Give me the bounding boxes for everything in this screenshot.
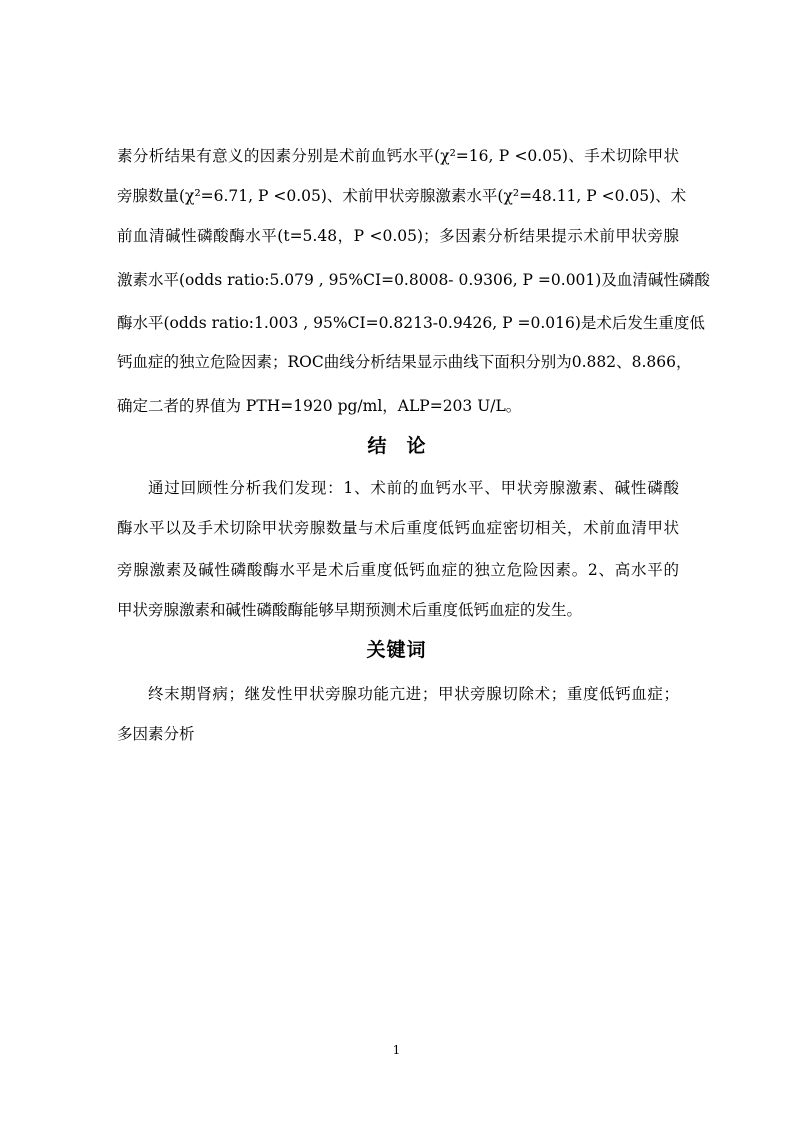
results-line-2: 旁腺数量(χ²=6.71, P <0.05)、术前甲状旁腺激素水平(χ²=48.11, P <0.05)、术 <box>117 187 687 205</box>
conclusion-line-3: 旁腺激素及碱性磷酸酶水平是术后重度低钙血症的独立危险因素。2、高水平的 <box>117 561 679 579</box>
conclusion-line-1: 通过回顾性分析我们发现：1、术前的血钙水平、甲状旁腺激素、碱性磷酸 <box>148 479 679 497</box>
keywords-line-2: 多因素分析 <box>117 725 195 743</box>
results-line-5: 酶水平(odds ratio:1.003 , 95%CI=0.8213-0.9426, P =0.016)是术后发生重度低 <box>117 314 705 332</box>
conclusion-heading: 结论 <box>367 435 446 457</box>
conclusion-line-2: 酶水平以及手术切除甲状旁腺数量与术后重度低钙血症密切相关，术前血清甲状 <box>117 519 679 537</box>
page-number: 1 <box>392 1043 401 1057</box>
results-line-3: 前血清碱性磷酸酶水平(t=5.48，P <0.05)；多因素分析结果提示术前甲状旁腺 <box>117 227 679 245</box>
results-line-7: 确定二者的界值为 PTH=1920 pg/ml，ALP=203 U/L。 <box>117 397 522 415</box>
conclusion-line-4: 甲状旁腺激素和碱性磷酸酶能够早期预测术后重度低钙血症的发生。 <box>117 601 583 619</box>
results-line-4: 激素水平(odds ratio:5.079 , 95%CI=0.8008- 0.9306, P =0.001)及血清碱性磷酸 <box>117 271 710 289</box>
results-line-1: 素分析结果有意义的因素分别是术前血钙水平(χ²=16, P <0.05)、手术切除甲状 <box>117 147 679 165</box>
results-line-6: 钙血症的独立危险因素；ROC曲线分析结果显示曲线下面积分别为0.882、8.866， <box>117 353 692 371</box>
keywords-heading: 关键词 <box>366 639 427 661</box>
keywords-line-1: 终末期肾病；继发性甲状旁腺功能亢进；甲状旁腺切除术；重度低钙血症； <box>148 685 679 703</box>
